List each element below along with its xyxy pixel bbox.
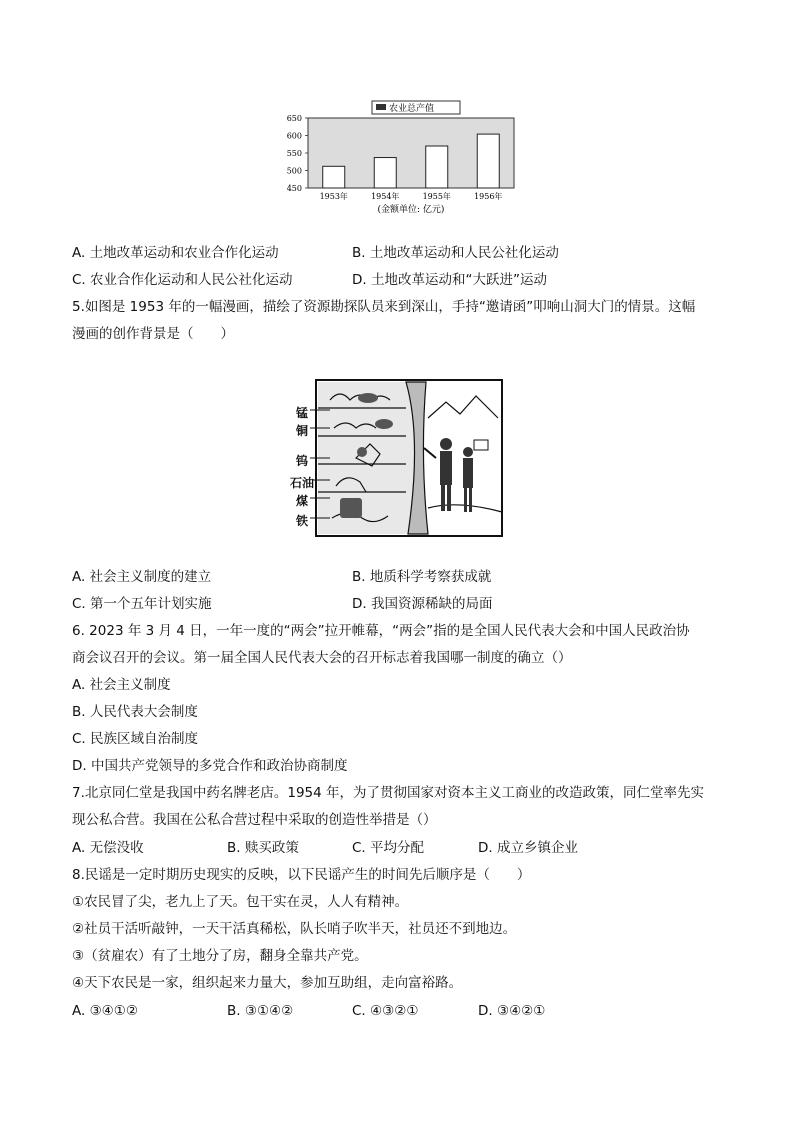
x-tick-label-0: 1953年	[319, 192, 348, 201]
y-tick-label-3: 600	[286, 131, 302, 141]
q5-stem-line1: 5.如图是 1953 年的一幅漫画，描绘了资源勘探队员来到深山，手持“邀请函”叩响山洞大门的情景。这幅	[72, 299, 696, 315]
q6-option-b[interactable]: B. 人民代表大会制度	[72, 704, 198, 720]
q8-item-2: ②社员干活听敲钟，一天干活真稀松，队长哨子吹半天，社员还不到地边。	[72, 921, 517, 937]
q8-option-c[interactable]: C. ④③②①	[352, 1003, 419, 1019]
q5-option-a[interactable]: A. 社会主义制度的建立	[72, 569, 212, 585]
q5-stem-line2: 漫画的创作背景是（ ）	[72, 326, 234, 342]
resource-exploration-cartoon	[296, 378, 506, 538]
q6-option-c[interactable]: C. 民族区域自治制度	[72, 731, 199, 747]
chart-unit-note: (金额单位: 亿元)	[377, 205, 445, 215]
bar-1	[374, 158, 396, 188]
x-tick-label-3: 1956年	[474, 192, 503, 201]
x-tick-label-2: 1955年	[422, 192, 451, 201]
q6-option-a[interactable]: A. 社会主义制度	[72, 677, 171, 693]
q8-item-1: ①农民冒了尖，老九上了天。包干实在灵，人人有精神。	[72, 894, 409, 910]
q7-option-c[interactable]: C. 平均分配	[352, 840, 425, 856]
q6-option-d[interactable]: D. 中国共产党领导的多党合作和政治协商制度	[72, 758, 348, 774]
cartoon-label-copper: 铜	[296, 424, 309, 438]
agriculture-output-bar-chart	[268, 96, 518, 220]
q8-item-4: ④天下农民是一家，组织起来力量大，参加互助组，走向富裕路。	[72, 975, 463, 991]
q6-stem-line1: 6. 2023 年 3 月 4 日，一年一度的“两会”拉开帷幕，“两会”指的是全国人民代表大会和中国人民政治协	[72, 623, 690, 639]
cartoon-label-manganese: 锰	[296, 406, 309, 420]
q5-option-c[interactable]: C. 第一个五年计划实施	[72, 596, 212, 612]
q5-option-d[interactable]: D. 我国资源稀缺的局面	[352, 596, 493, 612]
x-tick-label-1: 1954年	[371, 192, 400, 201]
q8-option-d[interactable]: D. ③④②①	[478, 1003, 546, 1019]
cartoon-label-tungsten: 钨	[296, 454, 309, 468]
y-tick-label-2: 550	[286, 149, 302, 158]
q8-item-3: ③（贫雇农）有了土地分了房，翻身全靠共产党。	[72, 948, 368, 964]
q4-option-a[interactable]: A. 土地改革运动和农业合作化运动	[72, 245, 279, 261]
y-tick-label-1: 500	[286, 166, 302, 176]
bar-3	[477, 134, 499, 188]
q7-option-d[interactable]: D. 成立乡镇企业	[478, 840, 578, 856]
q6-stem-line2: 商会议召开的会议。第一届全国人民代表大会的召开标志着我国哪一制度的确立（）	[72, 650, 572, 666]
bar-2	[426, 146, 448, 188]
q7-stem-line2: 现公私合营。我国在公私合营过程中采取的创造性举措是（）	[72, 812, 437, 828]
bar-0	[323, 166, 345, 188]
cartoon-label-coal: 煤	[296, 494, 309, 508]
q8-option-b[interactable]: B. ③①④②	[227, 1003, 294, 1019]
cartoon-label-petroleum: 石油	[290, 476, 315, 490]
chart-legend: 农业总产值	[389, 104, 435, 114]
q7-option-a[interactable]: A. 无偿没收	[72, 840, 144, 856]
q8-stem: 8.民谣是一定时期历史现实的反映，以下民谣产生的时间先后顺序是（ ）	[72, 867, 531, 883]
q4-option-c[interactable]: C. 农业合作化运动和人民公社化运动	[72, 272, 293, 288]
y-tick-label-4: 650	[286, 114, 302, 123]
q5-option-b[interactable]: B. 地质科学考察获成就	[352, 569, 492, 585]
q7-stem-line1: 7.北京同仁堂是我国中药名牌老店。1954 年，为了贯彻国家对资本主义工商业的改造政策，同仁堂率先实	[72, 785, 705, 801]
q8-option-a[interactable]: A. ③④①②	[72, 1003, 138, 1019]
q4-option-d[interactable]: D. 土地改革运动和“大跃进”运动	[352, 272, 547, 288]
y-tick-label-0: 450	[286, 184, 302, 193]
cartoon-label-iron: 铁	[296, 514, 309, 528]
q4-option-b[interactable]: B. 土地改革运动和人民公社化运动	[352, 245, 559, 261]
q7-option-b[interactable]: B. 赎买政策	[227, 840, 299, 856]
